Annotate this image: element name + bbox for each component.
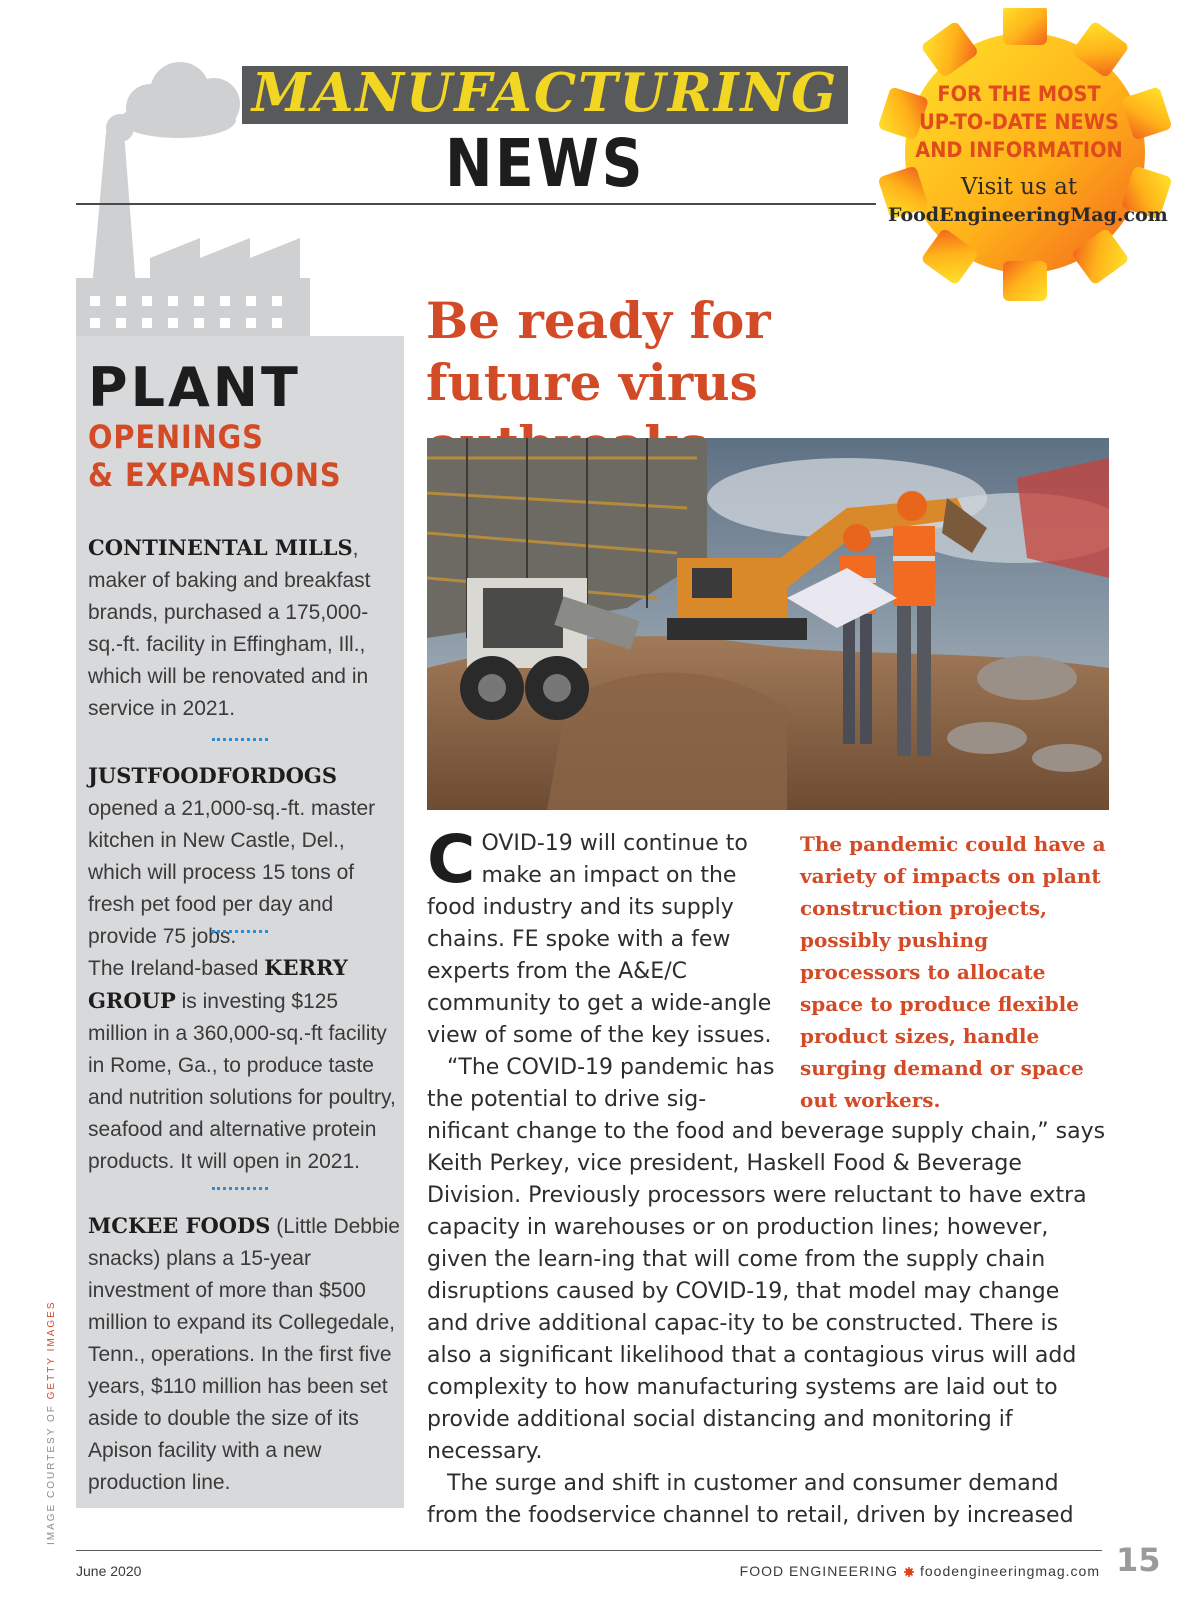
company-name: JUSTFOODFORDOGS (88, 763, 338, 788)
footer-publication-info (740, 1563, 1100, 1579)
promo-text (888, 80, 1168, 228)
news-item-text: opened a 21,000-sq.-ft. master kitchen in New Castle, Del., which will process 15 tons of fresh pet food per day and provide 75 jobs. (88, 797, 376, 948)
publication-name: FOOD ENGINEERING (739, 1563, 898, 1579)
article-paragraph-2-continued: nificant change to the food and beverage supply chain,” says Keith Perkey, vice president, Haskell Food & Beverage Division. Previously processors were reluctant to have extra capacity in warehouses or on production lines; however, given the learn-ing that will come from the supply chain disruptions caused by COVID-19, that model may change and drive additional capac-ity to be constructed. There is also a significant likelihood that a contagious virus will add complexity to how manufacturing systems are laid out to provide additional social distancing and monitoring if necessary. (427, 1119, 1106, 1464)
sidebar-title: PLANT (88, 356, 301, 419)
gear-bullet-icon (904, 1567, 914, 1577)
news-item-text: , maker of baking and breakfast brands, purchased a 175,000-sq.-ft. facility in Effingham, Ill., which will be renovated and in service in 2021. (88, 537, 371, 720)
news-item-text: (Little Debbie snacks) plans a 15-year investment of more than $500 million to expand its Collegedale, Tenn., operations. In the first five years, $110 million has been set aside to double the size of its Apison facility with a new production line. (88, 1215, 400, 1494)
pull-quote: The pandemic could have a variety of impacts on plant construction projects, possibly pushing processors to allocate space to produce flexible product sizes, handle surging demand or space out workers. (800, 832, 1106, 1112)
news-item-continental-mills (88, 532, 400, 725)
news-item-kerry-group (88, 952, 400, 1178)
publication-website[interactable]: foodengineeringmag.com (920, 1563, 1100, 1579)
company-name: MCKEE FOODS (88, 1213, 271, 1238)
promo-visit: Visit us at (960, 174, 1078, 200)
page-number: 15 (1116, 1541, 1161, 1579)
article-headline: Be ready for future virus (426, 291, 771, 412)
news-item-justfoodfordogs (88, 760, 400, 953)
company-name: KERRY GROUP (88, 955, 348, 1013)
drop-cap: C (427, 821, 476, 898)
promo-line-1: FOR THE MOST (937, 82, 1101, 106)
promo-line-2: UP-TO-DATE NEWS (919, 110, 1119, 134)
image-credit: IMAGE COURTESY OF GETTY IMAGES (46, 1300, 57, 1545)
image-credit-source: GETTY IMAGES (46, 1300, 57, 1400)
article-column-wide (427, 1116, 1107, 1532)
promo-line-3: AND INFORMATION (915, 138, 1123, 162)
promo-url-link[interactable]: FoodEngineeringMag.com (888, 204, 1168, 226)
section-banner-subtitle: NEWS (444, 125, 646, 202)
footer-divider (76, 1550, 1102, 1551)
header-divider (76, 203, 876, 205)
item-divider (212, 930, 268, 933)
news-item-mckee-foods (88, 1210, 400, 1499)
issue-date: June 2020 (76, 1563, 142, 1579)
section-banner-title: MANUFACTURING (251, 62, 839, 124)
sidebar-subtitle-line-1: OPENINGS (88, 418, 264, 456)
article-column-narrow (427, 821, 777, 1116)
company-name: CONTINENTAL MILLS (88, 535, 353, 560)
sidebar-subtitle-line-2: & EXPANSIONS (88, 456, 342, 494)
news-item-prefix: The Ireland-based (88, 957, 265, 980)
article-paragraph-1: COVID-19 will continue to make an impact on the food industry and its supply chains. FE spoke with a few experts from the A&E/C community to get a wide-angle view of some of the key issues. (427, 821, 772, 1048)
item-divider (212, 1187, 268, 1190)
article-paragraph-2-start: “The COVID-19 pandemic has the potential to drive sig- (427, 1055, 775, 1112)
article-paragraph-3: The surge and shift in customer and consumer demand from the foodservice channel to retail, driven by increased (427, 1471, 1074, 1528)
item-divider (212, 738, 268, 741)
news-item-text: is investing $125 million in a 360,000-sq.-ft facility in Rome, Ga., to produce taste and nutrition solutions for poultry, seafood and alternative protein products. It will open in 2021. (88, 990, 396, 1173)
construction-site-photo (427, 438, 1109, 810)
